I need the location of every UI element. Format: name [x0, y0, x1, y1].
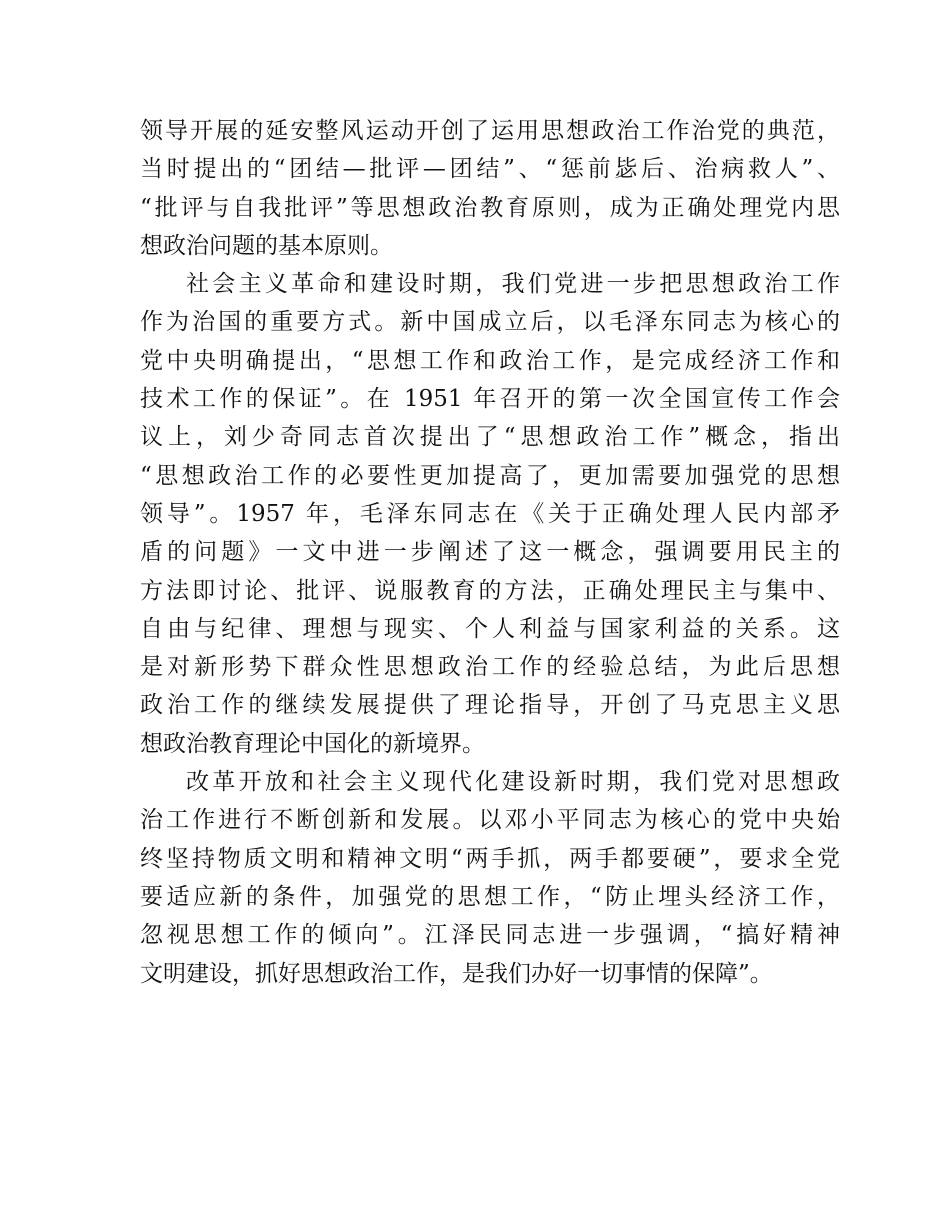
- text-line: 领导开展的延安整风运动开创了运用思想政治工作治党的典范，: [140, 118, 840, 144]
- text-line: 政治工作的继续发展提供了理论指导，开创了马克思主义思: [140, 692, 840, 719]
- text-line: 领导”。1957 年，毛泽东同志在《关于正确处理人民内部矛: [140, 500, 840, 527]
- text-line: 自由与纪律、理想与现实、个人利益与国家利益的关系。这: [140, 615, 840, 642]
- paragraph-1: [140, 112, 840, 265]
- text-line: 忽视思想工作的倾向”。江泽民同志进一步强调，“搞好精神: [140, 922, 840, 949]
- text-line: 改革开放和社会主义现代化建设新时期，我们党对思想政: [186, 769, 840, 796]
- text-line: “批评与自我批评”等思想政治教育原则，成为正确处理党内思: [140, 194, 840, 221]
- text-line: 文明建设，抓好思想政治工作，是我们办好一切事情的保障”。: [140, 960, 773, 987]
- text-line: 盾的问题》一文中进一步阐述了这一概念，强调要用民主的: [140, 539, 840, 566]
- text-line: 终坚持物质文明和精神文明“两手抓，两手都要硬”，要求全党: [140, 845, 840, 872]
- text-line: “思想政治工作的必要性更加提高了，更加需要加强党的思想: [140, 462, 840, 489]
- text-line: 当时提出的“团结—批评—团结”、“惩前毖后、治病救人”、: [140, 156, 840, 183]
- text-line: 党中央明确提出，“思想工作和政治工作，是完成经济工作和: [140, 347, 840, 374]
- text-line: 是对新形势下群众性思想政治工作的经验总结，为此后思想: [140, 654, 840, 681]
- text-line: 想政治教育理论中国化的新境界。: [140, 730, 485, 757]
- text-line: 社会主义革命和建设时期，我们党进一步把思想政治工作: [186, 271, 840, 298]
- text-line: 议上，刘少奇同志首次提出了“思想政治工作”概念，指出: [140, 424, 840, 451]
- body-text: [140, 112, 840, 993]
- text-line: 技术工作的保证”。在 1951 年召开的第一次全国宣传工作会: [140, 386, 840, 413]
- text-line: 治工作进行不断创新和发展。以邓小平同志为核心的党中央始: [140, 807, 840, 834]
- paragraph-3: [140, 763, 840, 993]
- text-line: 作为治国的重要方式。新中国成立后，以毛泽东同志为核心的: [140, 309, 840, 336]
- paragraph-2: [140, 265, 840, 763]
- text-line: 要适应新的条件，加强党的思想工作，“防止埋头经济工作，: [140, 883, 840, 910]
- text-line: 想政治问题的基本原则。: [140, 232, 393, 259]
- text-line: 方法即讨论、批评、说服教育的方法，正确处理民主与集中、: [140, 577, 840, 604]
